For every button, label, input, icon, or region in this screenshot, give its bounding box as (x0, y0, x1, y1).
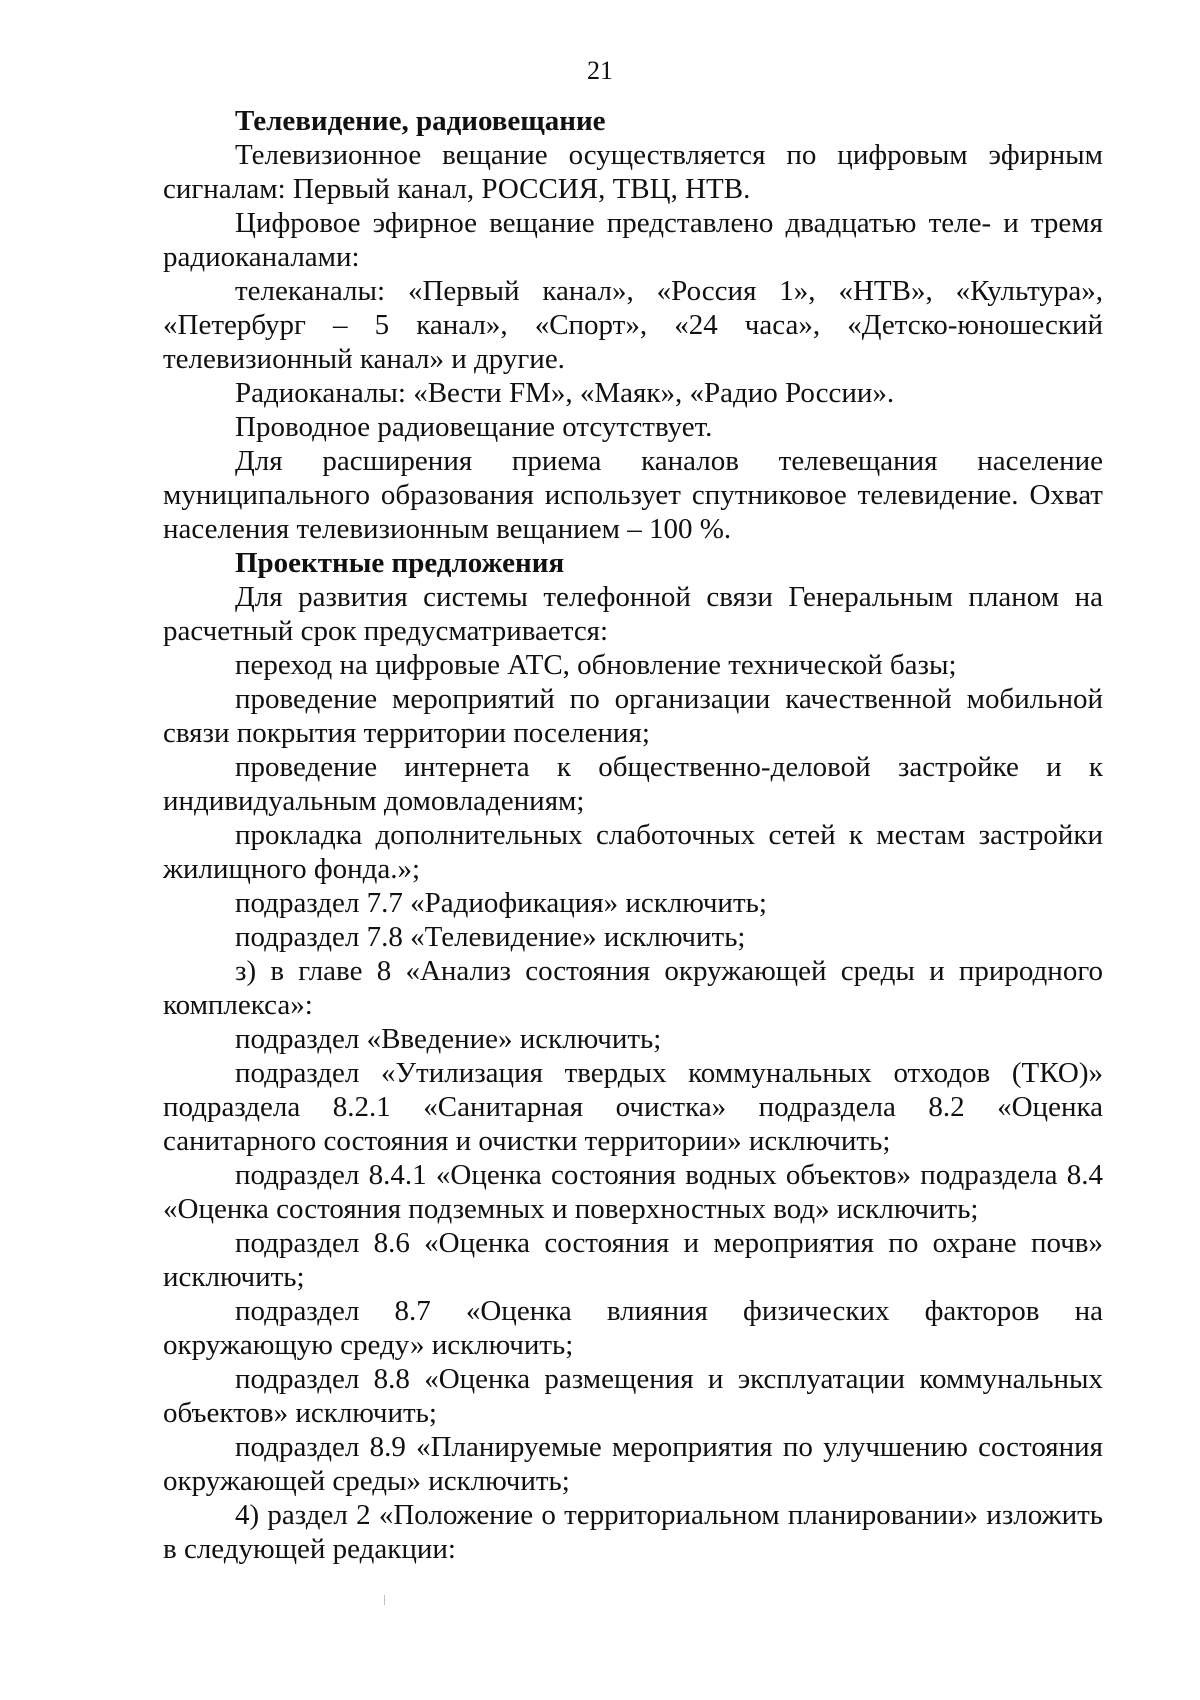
paragraph: проведение мероприятий по организации качественной мобильной связи покрытия территории поселения; (163, 683, 1103, 749)
paragraph: подраздел «Утилизация твердых коммунальных отходов (ТКО)» подраздела 8.2.1 «Санитарная очистка» подраздела 8.2 «Оценка санитарного состояния и очистки территории» исключить; (163, 1057, 1103, 1157)
paragraph: подраздел 8.6 «Оценка состояния и мероприятия по охране почв» исключить; (163, 1227, 1103, 1293)
paragraph: подраздел 7.7 «Радиофикация» исключить; (235, 887, 767, 919)
paragraph: прокладка дополнительных слаботочных сетей к местам застройки жилищного фонда.»; (163, 819, 1103, 885)
paragraph: подраздел 8.9 «Планируемые мероприятия по улучшению состояния окружающей среды» исключить; (163, 1431, 1103, 1497)
paragraph: Проводное радиовещание отсутствует. (235, 411, 713, 443)
paragraph: проведение интернета к общественно-деловой застройке и к индивидуальным домовладениям; (163, 751, 1103, 817)
paragraph: подраздел 8.8 «Оценка размещения и эксплуатации коммунальных объектов» исключить; (163, 1363, 1103, 1429)
paragraph: телеканалы: «Первый канал», «Россия 1», «НТВ», «Культура», «Петербург – 5 канал», «Спорт», «24 часа», «Детско-юношеский телевизионный канал» и другие. (163, 275, 1103, 375)
paragraph: подраздел «Введение» исключить; (235, 1023, 662, 1055)
paragraph: 4) раздел 2 «Положение о территориальном планировании» изложить в следующей редакции: (163, 1499, 1103, 1565)
paragraph: переход на цифровые АТС, обновление технической базы; (235, 649, 957, 681)
paragraph: Цифровое эфирное вещание представлено двадцатью теле- и тремя радиоканалами: (163, 207, 1103, 273)
paragraph: Радиоканалы: «Вести FM», «Маяк», «Радио России». (235, 377, 895, 409)
paragraph: подраздел 8.4.1 «Оценка состояния водных объектов» подраздела 8.4 «Оценка состояния подземных и поверхностных вод» исключить; (163, 1159, 1103, 1225)
paragraph: подраздел 8.7 «Оценка влияния физических факторов на окружающую среду» исключить; (163, 1295, 1103, 1361)
paragraph: Для развития системы телефонной связи Генеральным планом на расчетный срок предусматривается: (163, 581, 1103, 647)
page-number: 21 (587, 56, 613, 85)
section-heading-tv-radio: Телевидение, радиовещание (235, 105, 606, 137)
document-body (163, 104, 1103, 1566)
paragraph: з) в главе 8 «Анализ состояния окружающей среды и природного комплекса»: (163, 955, 1103, 1021)
section-heading-proposals: Проектные предложения (235, 547, 565, 579)
scan-artifact-mark (384, 1595, 385, 1605)
paragraph: подраздел 7.8 «Телевидение» исключить; (235, 921, 746, 953)
paragraph: Телевизионное вещание осуществляется по цифровым эфирным сигналам: Первый канал, РОССИЯ, ТВЦ, НТВ. (163, 139, 1103, 205)
paragraph: Для расширения приема каналов телевещания население муниципального образования использует спутниковое телевидение. Охват населения телевизионным вещанием – 100 %. (163, 445, 1103, 545)
